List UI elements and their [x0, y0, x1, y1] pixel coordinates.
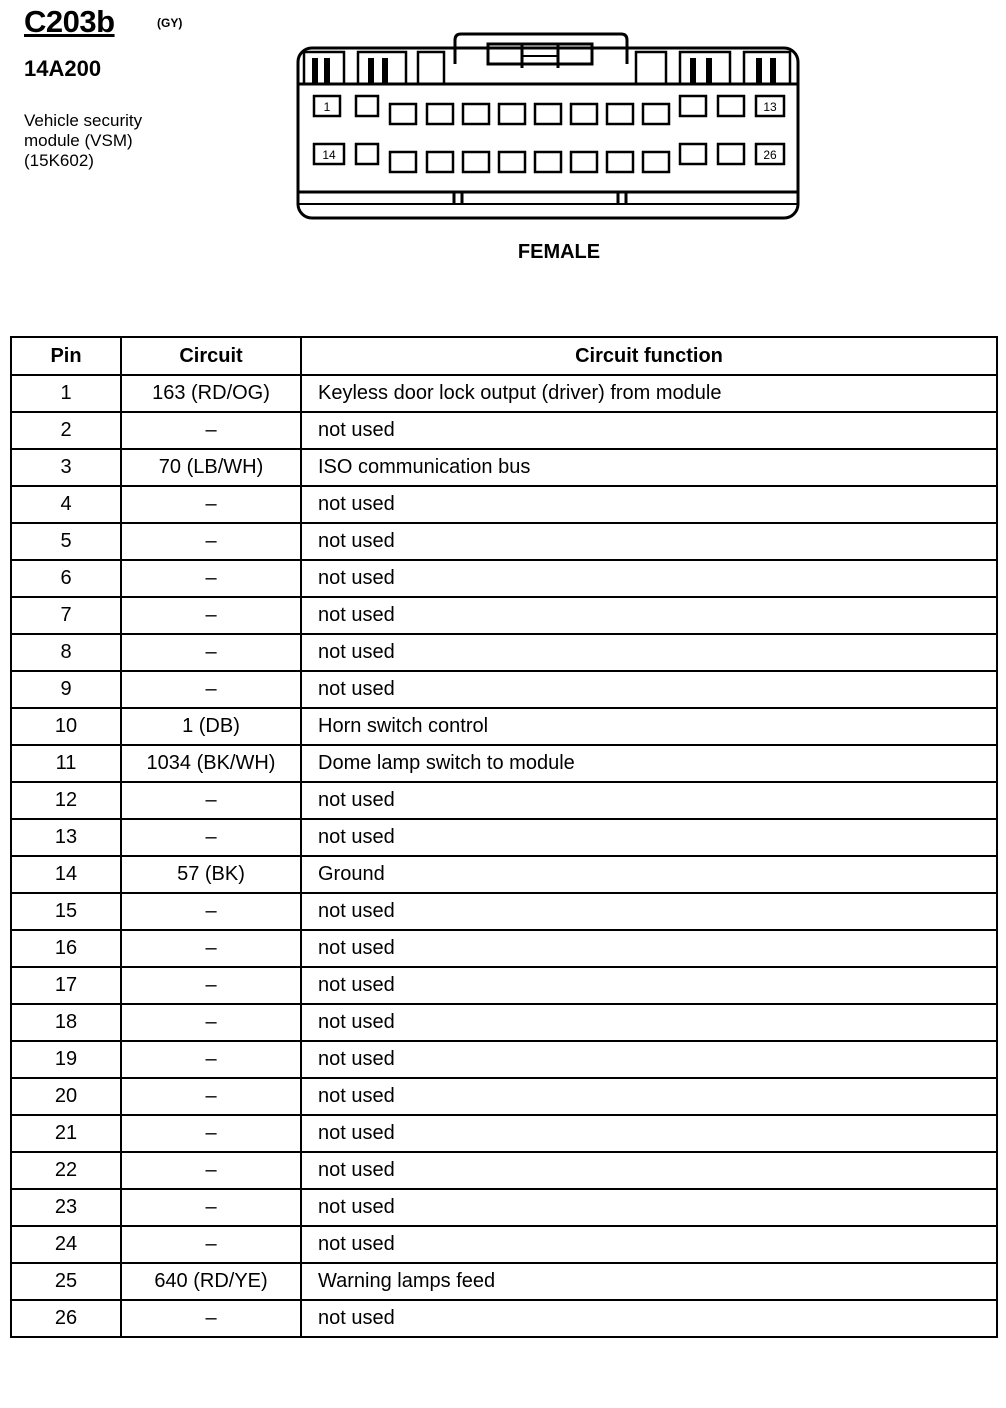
function-cell: ISO communication bus — [301, 449, 997, 486]
pin-cell: 6 — [11, 560, 121, 597]
table-row — [11, 1041, 997, 1078]
function-cell: not used — [301, 412, 997, 449]
table-row — [11, 523, 997, 560]
keying-ribs-left — [304, 52, 444, 84]
pin-table-body — [11, 375, 997, 1337]
pin-cell: 26 — [11, 1300, 121, 1337]
column-header-function: Circuit function — [301, 337, 997, 375]
circuit-cell: 163 (RD/OG) — [121, 375, 301, 412]
circuit-cell: – — [121, 1041, 301, 1078]
function-cell: not used — [301, 523, 997, 560]
table-row — [11, 893, 997, 930]
circuit-cell: – — [121, 597, 301, 634]
function-cell: Ground — [301, 856, 997, 893]
function-cell: not used — [301, 560, 997, 597]
table-row — [11, 671, 997, 708]
table-row — [11, 1078, 997, 1115]
pin-cell: 1 — [11, 375, 121, 412]
pin-cell: 5 — [11, 523, 121, 560]
table-row — [11, 967, 997, 1004]
pin-label-26: 26 — [763, 148, 777, 162]
table-row — [11, 1300, 997, 1337]
circuit-cell: – — [121, 819, 301, 856]
circuit-cell: – — [121, 412, 301, 449]
circuit-cell: – — [121, 486, 301, 523]
module-description — [24, 111, 142, 171]
circuit-cell: – — [121, 930, 301, 967]
pin-cell: 22 — [11, 1152, 121, 1189]
table-row — [11, 1115, 997, 1152]
table-row — [11, 1189, 997, 1226]
table-row — [11, 930, 997, 967]
description-line: (15K602) — [24, 151, 94, 170]
circuit-cell: – — [121, 893, 301, 930]
pin-cell: 25 — [11, 1263, 121, 1300]
function-cell: not used — [301, 782, 997, 819]
pin-cell: 15 — [11, 893, 121, 930]
pin-cell: 19 — [11, 1041, 121, 1078]
circuit-cell: 70 (LB/WH) — [121, 449, 301, 486]
circuit-cell: – — [121, 1004, 301, 1041]
keying-ribs-right — [636, 52, 790, 84]
pin-cell: 17 — [11, 967, 121, 1004]
function-cell: Horn switch control — [301, 708, 997, 745]
function-cell: Warning lamps feed — [301, 1263, 997, 1300]
function-cell: not used — [301, 1226, 997, 1263]
function-cell: not used — [301, 1115, 997, 1152]
part-number: 14A200 — [24, 56, 102, 81]
table-row — [11, 819, 997, 856]
pin-cell: 11 — [11, 745, 121, 782]
function-cell: not used — [301, 819, 997, 856]
connector-gender-label: FEMALE — [517, 241, 601, 263]
connector-code: C203b — [24, 4, 115, 39]
circuit-cell: – — [121, 523, 301, 560]
function-cell: not used — [301, 634, 997, 671]
circuit-cell: – — [121, 967, 301, 1004]
circuit-cell: – — [121, 1300, 301, 1337]
pin-cell: 12 — [11, 782, 121, 819]
circuit-cell: – — [121, 1226, 301, 1263]
circuit-cell: 57 (BK) — [121, 856, 301, 893]
circuit-cell: – — [121, 1115, 301, 1152]
color-code: (GY) — [157, 16, 183, 30]
function-cell: not used — [301, 930, 997, 967]
pin-cell: 24 — [11, 1226, 121, 1263]
circuit-cell: – — [121, 671, 301, 708]
table-row — [11, 1226, 997, 1263]
connector-face-diagram — [290, 28, 810, 226]
pin-cell: 18 — [11, 1004, 121, 1041]
function-cell: not used — [301, 1078, 997, 1115]
table-row — [11, 375, 997, 412]
pin-cell: 8 — [11, 634, 121, 671]
table-row — [11, 745, 997, 782]
table-row — [11, 1004, 997, 1041]
function-cell: not used — [301, 597, 997, 634]
pin-cell: 21 — [11, 1115, 121, 1152]
pin-cell: 7 — [11, 597, 121, 634]
circuit-cell: – — [121, 782, 301, 819]
pin-label-1: 1 — [323, 100, 331, 114]
function-cell: not used — [301, 893, 997, 930]
circuit-cell: – — [121, 1189, 301, 1226]
table-row — [11, 856, 997, 893]
pin-cell: 4 — [11, 486, 121, 523]
description-line: module (VSM) — [24, 131, 133, 150]
function-cell: not used — [301, 671, 997, 708]
pin-cell: 2 — [11, 412, 121, 449]
table-row — [11, 708, 997, 745]
description-line: Vehicle security — [24, 111, 143, 130]
function-cell: not used — [301, 1189, 997, 1226]
function-cell: Dome lamp switch to module — [301, 745, 997, 782]
cavity-row-top — [314, 96, 784, 124]
table-row — [11, 1152, 997, 1189]
function-cell: not used — [301, 1004, 997, 1041]
circuit-cell: 1 (DB) — [121, 708, 301, 745]
table-row — [11, 1263, 997, 1300]
cavity-row-bottom — [314, 144, 784, 172]
pin-cell: 13 — [11, 819, 121, 856]
pin-cell: 14 — [11, 856, 121, 893]
pin-label-13: 13 — [763, 100, 777, 114]
circuit-cell: – — [121, 560, 301, 597]
pin-cell: 3 — [11, 449, 121, 486]
table-row — [11, 412, 997, 449]
function-cell: not used — [301, 486, 997, 523]
column-header-pin: Pin — [11, 337, 121, 375]
pin-cell: 16 — [11, 930, 121, 967]
circuit-cell: – — [121, 1078, 301, 1115]
table-row — [11, 782, 997, 819]
table-row — [11, 560, 997, 597]
circuit-cell: 1034 (BK/WH) — [121, 745, 301, 782]
table-row — [11, 597, 997, 634]
circuit-cell: – — [121, 634, 301, 671]
function-cell: not used — [301, 1041, 997, 1078]
table-row — [11, 634, 997, 671]
function-cell: not used — [301, 1300, 997, 1337]
column-header-circuit: Circuit — [121, 337, 301, 375]
table-header-row — [11, 337, 997, 375]
pin-cell: 10 — [11, 708, 121, 745]
pin-label-14: 14 — [322, 148, 336, 162]
table-row — [11, 449, 997, 486]
function-cell: Keyless door lock output (driver) from module — [301, 375, 997, 412]
circuit-cell: – — [121, 1152, 301, 1189]
pin-cell: 9 — [11, 671, 121, 708]
pin-cell: 23 — [11, 1189, 121, 1226]
circuit-cell: 640 (RD/YE) — [121, 1263, 301, 1300]
function-cell: not used — [301, 967, 997, 1004]
pin-cell: 20 — [11, 1078, 121, 1115]
pin-table — [10, 336, 998, 1338]
function-cell: not used — [301, 1152, 997, 1189]
table-row — [11, 486, 997, 523]
